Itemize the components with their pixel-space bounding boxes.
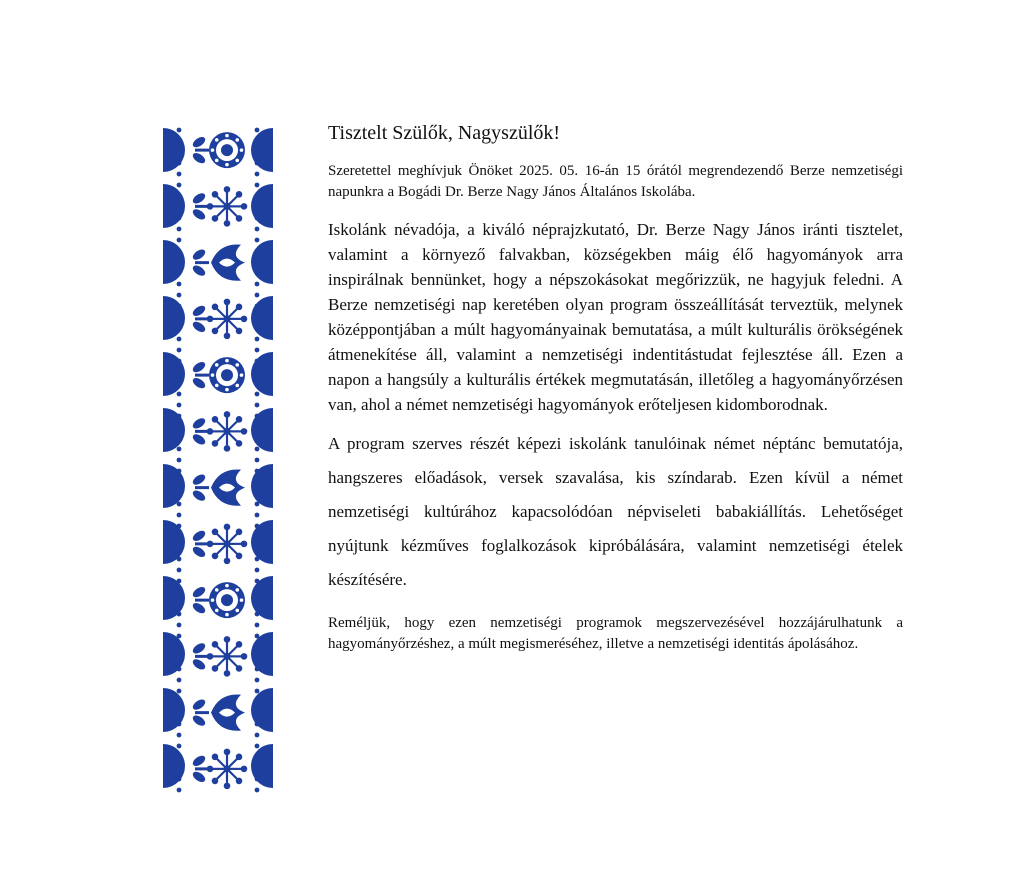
tulip-icon <box>191 694 245 730</box>
right-scallop-edge <box>251 122 313 797</box>
left-scallop-edge <box>123 122 185 797</box>
flower-icon <box>191 132 245 168</box>
folk-ornament-border <box>123 122 313 797</box>
program-paragraph: A program szerves részét képezi iskolánk tanulóinak német néptánc bemutatója, hangszeres előadások, versek szavalása, kis színdarab. Ezen kívül a német nemzetiségi kultúrához kapacsolódóan népviseleti babakiállítás. Lehetőséget nyújtunk kézműves foglalkozások kipróbálására, valamint nemzetiségi ételek készítésére. <box>328 434 903 589</box>
snowflake-icon <box>191 524 247 565</box>
right-dot-column <box>255 128 260 793</box>
closing-paragraph: Reméljük, hogy ezen nemzetiségi programok megszervezésével hozzájárulhatunk a hagyományőrzéshez, a múlt megismeréséhez, illetve a nemzetiségi identitás ápolásához. <box>328 615 903 652</box>
flower-icon <box>191 582 245 618</box>
body-paragraph: Iskolánk névadója, a kiváló néprajzkutató, Dr. Berze Nagy János iránti tisztelet, valamint a környező falvakban, községekben máig élő hagyományok arra inspirálnak bennünket, hogy a népszokásokat megőrizzük, ne hagyjuk feledni. A Berze nemzetiségi nap keretében olyan program összeállítását terveztük, melynek középpontjában a múlt hagyományainak bemutatása, a múlt kulturális örökségének átmenekítése áll, valamint a nemzetiségi indentitástudat fejlesztése áll. Ezen a napon a hangsúly a kulturális értékek megmutatásán, illetőleg a hagyományőrzésen van, ahol a német nemzetiségi hagyományok erőteljesen kidomborodnak. <box>328 220 903 414</box>
snowflake-icon <box>191 749 247 790</box>
left-dot-column <box>177 128 182 793</box>
flower-icon <box>191 357 245 393</box>
snowflake-icon <box>191 186 247 227</box>
snowflake-icon <box>191 636 247 677</box>
greeting-heading: Tisztelt Szülők, Nagyszülők! <box>328 122 561 144</box>
snowflake-icon <box>191 411 247 452</box>
invitation-letter <box>328 121 903 655</box>
tulip-icon <box>191 244 245 280</box>
tulip-icon <box>191 469 245 505</box>
snowflake-icon <box>191 299 247 340</box>
intro-paragraph: Szeretettel meghívjuk Önöket 2025. 05. 16-án 15 órától megrendezendő Berze nemzetiségi napunkra a Bogádi Dr. Berze Nagy János Általános Iskolába. <box>328 163 903 200</box>
